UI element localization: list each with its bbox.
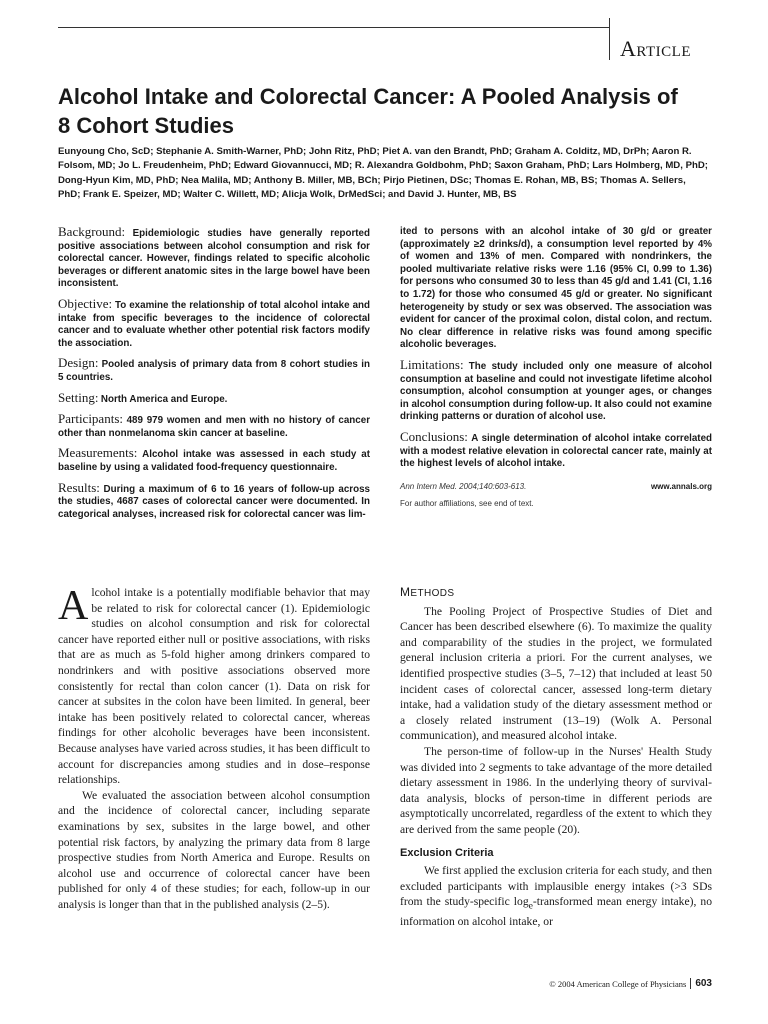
abstract-limitations xyxy=(400,356,713,424)
copyright: © 2004 American College of Physicians xyxy=(549,978,687,989)
intro-paragraph-1 xyxy=(58,585,370,788)
limitations-text: The study included only one measure of alcohol consumption at baseline and could not investigate lifetime alcohol consumption, alcohol consumption at younger ages, or changes in alcohol consumption during follow-up. It also could not examine drinking patterns or duration of alcohol use. xyxy=(400,360,713,423)
abstract-setting xyxy=(58,389,370,407)
affiliations-note: For author affiliations, see end of text. xyxy=(400,499,534,509)
citation: Ann Intern Med. 2004;140:603-613. xyxy=(400,481,527,491)
abstract-left-column xyxy=(58,226,370,528)
methods-heading xyxy=(400,585,712,602)
abstract-measurements xyxy=(58,447,370,474)
intro-text-1: lcohol intake is a potentially modifiable behavior that may be related to risk for colorectal cancer (1). Epidemiologic studies on alcohol consumption and risk for colorectal cancer have reported either null or positive associations, with risks that are as much as 5-fold higher among drinkers compared to nondrinkers and with positive associations observed more consistently for rectal than colon cancer (1). Data on risk for cancer at subsites in the colon have been limited. In general, beer intake has been positively related to colorectal cancer, whereas findings for other alcoholic beverages have been inconsistent. Because analyses have varied across studies, it has been difficult to account for discrepancies among studies and in dose–response relationships. xyxy=(58,586,370,787)
header-rule xyxy=(58,27,609,28)
participants-heading: Participants: xyxy=(58,411,123,427)
body-right-column xyxy=(400,585,712,930)
abstract-background xyxy=(58,226,370,291)
intro-paragraph-2: We evaluated the association between alcohol consumption and the incidence of colorectal cancer, including separate examinations by sex, subsites in the large bowel, and other potential risk factors, by analyzing the primary data from 8 large prospective studies from North America and Europe. Results on alcohol use and occurrence of colorectal cancer have been published for only 4 of these studies; for each, follow-up in our analysis is longer than that in the published analysis (2–5). xyxy=(58,788,370,911)
page-number: 603 xyxy=(690,978,712,989)
abstract-objective xyxy=(58,295,370,350)
abstract-design xyxy=(58,357,370,384)
measurements-text: Alcohol intake was assessed in each study at baseline by using a validated food-frequency questionnaire. xyxy=(58,449,371,473)
design-heading: Design: xyxy=(58,355,99,371)
exclusion-text-a: We first applied the exclusion criteria for each study, and then excluded participants with implausible energy intakes (>3 SDs from the study-specific log xyxy=(400,864,712,909)
abstract-results xyxy=(58,479,370,522)
setting-heading: Setting: xyxy=(58,389,99,405)
results-heading: Results: xyxy=(58,479,100,495)
results-continued-text: ited to persons with an alcohol intake of 30 g/d or greater (approximately ≥2 drinks/d), a consumption level reported by 4% of women and 13% of men. Compared with nondrinkers, the pooled multivariate relative risks were 1.16 (95% CI, 0.99 to 1.36) for persons who consumed 30 to less than 45 g/d and 1.41 (CI, 1.16 to 1.72) for those who consumed 45 g/d or greater. No significant heterogeneity by study or sex was observed. The association was evident for cancer of the proximal colon, distal colon, and rectum. No clear difference in relative risks was found among specific alcoholic beverages. xyxy=(400,226,712,351)
methods-heading-initial: M xyxy=(400,585,411,599)
drop-cap: A xyxy=(58,583,89,629)
abstract-right-column xyxy=(400,226,712,511)
journal-website-link[interactable]: www.annals.org xyxy=(650,481,712,491)
log-subscript: e xyxy=(528,900,533,912)
conclusions-heading: Conclusions: xyxy=(400,428,468,444)
exclusion-criteria-heading: Exclusion Criteria xyxy=(400,846,494,859)
section-label: Article xyxy=(620,36,691,61)
exclusion-paragraph-1 xyxy=(400,863,712,930)
participants-text: 489 979 women and men with no history of cancer other than nonmelanoma skin cancer at baseline. xyxy=(58,415,371,439)
author-list: Eunyoung Cho, ScD; Stephanie A. Smith-Warner, PhD; John Ritz, PhD; Piet A. van den Brandt, PhD; Graham A. Colditz, MD, DrPh; Aaron R. Folsom, MD; Jo L. Freudenheim, PhD; Edward Giovannucci, MD; R. Alexandra Goldbohm, PhD; Saxon Graham, PhD; Lars Holmberg, MD, PhD; Dong-Hyun Kim, MD, PhD; Nea Malila, MD; Anthony B. Miller, MB, BCh; Pirjo Pietinen, DSc; Thomas E. Rohan, MB, BS; Thomas A. Sellers, PhD; Frank E. Speizer, MD; Walter C. Willett, MD; Alicja Wolk, DrMedSci; and David J. Hunter, MB, BS xyxy=(58,146,708,201)
methods-paragraph-1: The Pooling Project of Prospective Studies of Diet and Cancer has been described elsewhere (6). To maximize the quality and comparability of the studies in the project, we formulated general inclusion criteria a priori. For the current analyses, we identified prospective studies (3–5, 7–12) that included at least 50 incident cases of colorectal cancer, assessed long-term dietary intake, had a validation study of the dietary assessment method or a closely related instrument (13–19) (Wolk A. Personal communication), and measured alcohol intake. xyxy=(400,604,712,743)
background-text: Epidemiologic studies have generally reported positive associations between alcohol consumption and risk for colorectal cancer. However, findings related to specific alcoholic beverages or different anatomic sites in the large bowel have been inconsistent. xyxy=(58,228,370,290)
methods-paragraph-2: The person-time of follow-up in the Nurses' Health Study was divided into 2 segments to take advantage of the more detailed dietary assessment in 1986. In the underlying theory of survival-data analysis, blocks of person-time in different periods are asymptotically uncorrelated, regardless of the extent to which they are derived from the same people (20). xyxy=(400,744,712,836)
limitations-heading: Limitations: xyxy=(400,356,464,372)
objective-text: To examine the relationship of total alcohol intake and intake from specific beverages to the incidence of colorectal cancer and to evaluate whether other potential risk factors modify the association. xyxy=(58,299,370,349)
conclusions-text: A single determination of alcohol intake correlated with a modest relative elevation in colorectal cancer rate, mainly at the highest levels of alcohol intake. xyxy=(400,432,713,470)
setting-text: North America and Europe. xyxy=(100,393,228,405)
abstract-results-continued xyxy=(400,226,712,352)
methods-heading-rest: ETHODS xyxy=(410,588,455,599)
header-divider xyxy=(609,18,610,60)
article-title: Alcohol Intake and Colorectal Cancer: A Pooled Analysis of 8 Cohort Studies xyxy=(58,84,678,138)
design-text: Pooled analysis of primary data from 8 cohort studies in 5 countries. xyxy=(58,359,371,383)
results-text: During a maximum of 6 to 16 years of follow-up across the studies, 4687 cases of colorectal cancer were documented. In categorical analyses, increased risk for colorectal cancer was lim- xyxy=(58,483,370,520)
background-heading: Background: xyxy=(58,224,126,239)
body-left-column xyxy=(58,585,370,912)
abstract-participants xyxy=(58,413,370,440)
objective-heading: Objective: xyxy=(58,295,113,311)
abstract-conclusions xyxy=(400,428,713,471)
citation-row xyxy=(400,481,712,494)
measurements-heading: Measurements: xyxy=(58,445,138,461)
exclusion-text-b: -transformed mean energy intake), no information on alcohol intake, or xyxy=(400,895,713,929)
page-footer xyxy=(549,978,712,989)
